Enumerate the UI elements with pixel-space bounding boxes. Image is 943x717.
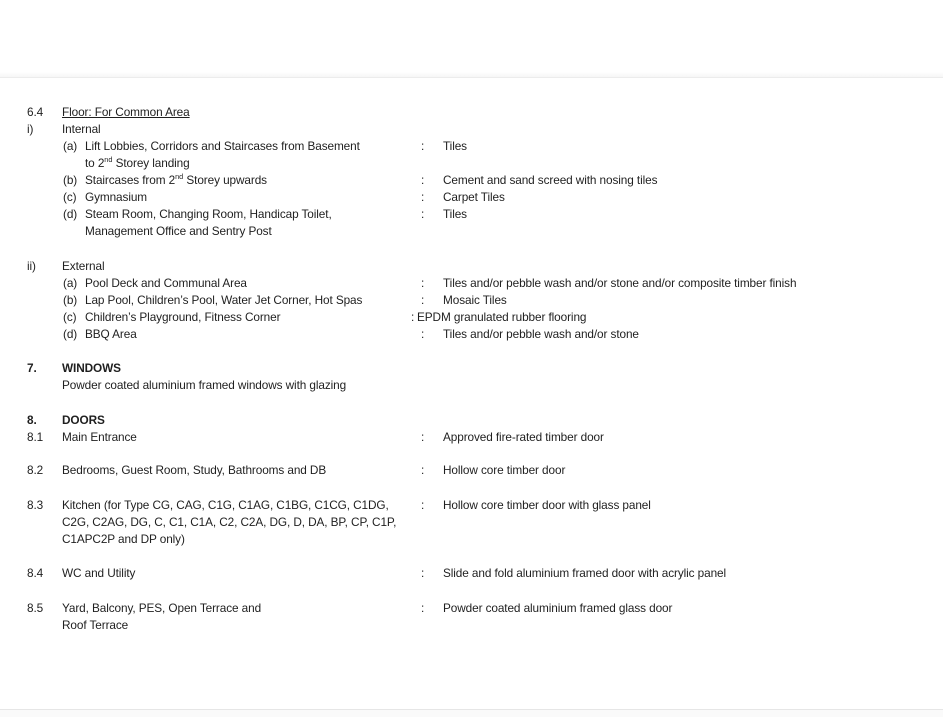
spec-value: Mosaic Tiles <box>443 293 507 307</box>
colon-separator: : <box>421 173 425 187</box>
item-marker: (a) <box>63 139 78 153</box>
section-number: 8.3 <box>27 498 44 512</box>
item-marker: (d) <box>63 207 78 221</box>
item-label: BBQ Area <box>85 327 137 341</box>
colon-separator: : <box>421 276 425 290</box>
colon-separator: : <box>421 430 425 444</box>
doc-line <box>0 155 943 171</box>
item-label: WC and Utility <box>62 566 136 580</box>
item-label: Staircases from 2nd Storey upwards <box>85 172 267 187</box>
doc-line <box>0 275 943 291</box>
doc-line <box>0 121 943 137</box>
doc-line <box>0 104 943 120</box>
colon-separator: : <box>421 190 425 204</box>
item-marker: (a) <box>63 276 78 290</box>
roman-marker: ii) <box>27 259 36 273</box>
item-label: C2G, C2AG, DG, C, C1, C1A, C2, C2A, DG, D, DA, BP, CP, C1P, <box>62 515 397 529</box>
doc-line <box>0 206 943 222</box>
doc-line <box>0 258 943 274</box>
spec-value: Tiles <box>443 139 467 153</box>
item-label: Lift Lobbies, Corridors and Staircases from Basement <box>85 139 360 153</box>
section-heading: Floor: For Common Area <box>62 105 190 119</box>
doc-line <box>0 412 943 428</box>
doc-line <box>0 462 943 478</box>
item-label: Internal <box>62 122 101 136</box>
section-heading: WINDOWS <box>62 361 121 375</box>
doc-line <box>0 360 943 376</box>
doc-line <box>0 189 943 205</box>
colon-separator: : <box>421 293 425 307</box>
item-label: Kitchen (for Type CG, CAG, C1G, C1AG, C1BG, C1CG, C1DG, <box>62 498 389 512</box>
item-label: External <box>62 259 105 273</box>
section-number: 6.4 <box>27 105 44 119</box>
colon-separator: : <box>421 139 425 153</box>
page-bottom-edge-divider <box>0 709 943 710</box>
section-number: 8.2 <box>27 463 44 477</box>
doc-line <box>0 429 943 445</box>
colon-separator: : <box>421 327 425 341</box>
section-number: 8. <box>27 413 37 427</box>
page-top-edge-divider <box>0 77 943 78</box>
item-marker: (c) <box>63 190 77 204</box>
doc-line <box>0 531 943 547</box>
item-label: Gymnasium <box>85 190 148 204</box>
item-label: Bedrooms, Guest Room, Study, Bathrooms and DB <box>62 463 327 477</box>
item-marker: (b) <box>63 173 78 187</box>
colon-separator: : <box>421 463 425 477</box>
item-label: to 2nd Storey landing <box>85 155 190 170</box>
section-number: 8.1 <box>27 430 44 444</box>
doc-line <box>0 565 943 581</box>
item-label: Steam Room, Changing Room, Handicap Toilet, <box>85 207 332 221</box>
spec-value: Slide and fold aluminium framed door with acrylic panel <box>443 566 727 580</box>
item-label: Main Entrance <box>62 430 137 444</box>
doc-line <box>0 138 943 154</box>
item-label: Roof Terrace <box>62 618 129 632</box>
doc-line <box>0 514 943 530</box>
section-number: 8.5 <box>27 601 44 615</box>
item-label: Powder coated aluminium framed windows with glazing <box>62 378 347 392</box>
spec-value: Hollow core timber door with glass panel <box>443 498 651 512</box>
spec-value: Cement and sand screed with nosing tiles <box>443 173 658 187</box>
doc-line <box>0 377 943 393</box>
item-marker: (c) <box>63 310 77 324</box>
doc-line <box>0 617 943 633</box>
spec-value: Approved fire-rated timber door <box>443 430 604 444</box>
spec-value: EPDM granulated rubber flooring <box>417 310 587 324</box>
colon-separator: : <box>421 601 425 615</box>
spec-value: Tiles and/or pebble wash and/or stone and/or composite timber finish <box>443 276 797 290</box>
colon-separator: : <box>411 310 415 324</box>
doc-line <box>0 223 943 239</box>
doc-line <box>0 600 943 616</box>
item-marker: (d) <box>63 327 78 341</box>
item-label: C1APC2P and DP only) <box>62 532 185 546</box>
section-heading: DOORS <box>62 413 105 427</box>
item-label: Pool Deck and Communal Area <box>85 276 247 290</box>
roman-marker: i) <box>27 122 34 136</box>
item-marker: (b) <box>63 293 78 307</box>
spec-value: Powder coated aluminium framed glass door <box>443 601 673 615</box>
item-label: Management Office and Sentry Post <box>85 224 272 238</box>
spec-value: Tiles <box>443 207 467 221</box>
spec-value: Tiles and/or pebble wash and/or stone <box>443 327 639 341</box>
section-number: 7. <box>27 361 37 375</box>
item-label: Yard, Balcony, PES, Open Terrace and <box>62 601 262 615</box>
colon-separator: : <box>421 207 425 221</box>
item-label: Children’s Playground, Fitness Corner <box>85 310 281 324</box>
spec-value: Hollow core timber door <box>443 463 566 477</box>
section-number: 8.4 <box>27 566 44 580</box>
doc-line <box>0 309 943 325</box>
colon-separator: : <box>421 566 425 580</box>
item-label: Lap Pool, Children’s Pool, Water Jet Corner, Hot Spas <box>85 293 363 307</box>
doc-line <box>0 172 943 188</box>
colon-separator: : <box>421 498 425 512</box>
doc-line <box>0 326 943 342</box>
doc-line <box>0 497 943 513</box>
spec-value: Carpet Tiles <box>443 190 505 204</box>
doc-line <box>0 292 943 308</box>
